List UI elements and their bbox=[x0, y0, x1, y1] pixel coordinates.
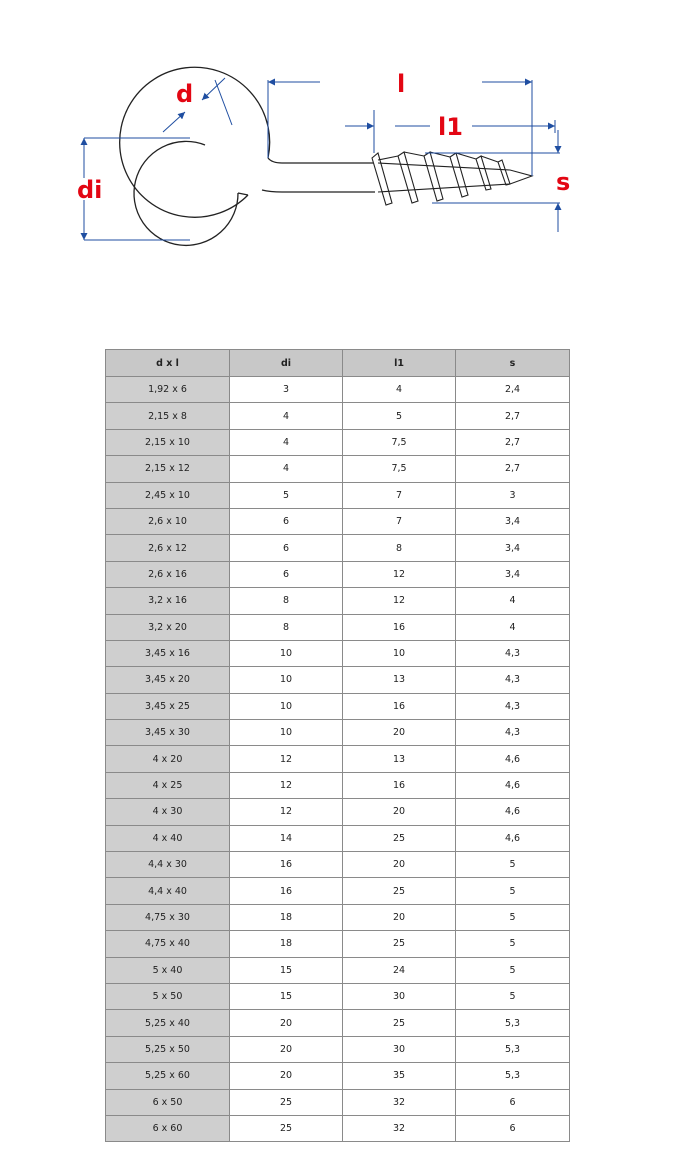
cell-l1: 7 bbox=[343, 508, 456, 534]
cell-di: 14 bbox=[230, 825, 343, 851]
table-row bbox=[106, 561, 570, 587]
cell-l1: 12 bbox=[343, 561, 456, 587]
dimensions-table bbox=[105, 349, 570, 1142]
cell-di: 12 bbox=[230, 772, 343, 798]
cell-size: 2,6 x 10 bbox=[106, 508, 230, 534]
cell-size: 2,15 x 12 bbox=[106, 456, 230, 482]
cell-s: 5 bbox=[456, 904, 570, 930]
table-row bbox=[106, 640, 570, 666]
table-row bbox=[106, 693, 570, 719]
cell-l1: 25 bbox=[343, 1010, 456, 1036]
table-row bbox=[106, 904, 570, 930]
header-s: s bbox=[456, 350, 570, 377]
cell-l1: 13 bbox=[343, 667, 456, 693]
table-row bbox=[106, 825, 570, 851]
label-di: di bbox=[77, 176, 103, 204]
cell-size: 2,15 x 10 bbox=[106, 429, 230, 455]
cell-l1: 13 bbox=[343, 746, 456, 772]
table-header-row bbox=[106, 350, 570, 377]
cell-di: 15 bbox=[230, 983, 343, 1009]
header-d-x-l: d x l bbox=[106, 350, 230, 377]
table-row bbox=[106, 508, 570, 534]
cell-di: 16 bbox=[230, 878, 343, 904]
table-row bbox=[106, 588, 570, 614]
cell-size: 4 x 20 bbox=[106, 746, 230, 772]
cell-l1: 20 bbox=[343, 904, 456, 930]
cell-size: 3,2 x 16 bbox=[106, 588, 230, 614]
cell-size: 5,25 x 40 bbox=[106, 1010, 230, 1036]
cell-size: 2,15 x 8 bbox=[106, 403, 230, 429]
table-row bbox=[106, 1115, 570, 1141]
cell-s: 5 bbox=[456, 878, 570, 904]
table-row bbox=[106, 614, 570, 640]
cell-s: 4,3 bbox=[456, 720, 570, 746]
cell-l1: 20 bbox=[343, 799, 456, 825]
cell-l1: 7 bbox=[343, 482, 456, 508]
cell-di: 8 bbox=[230, 614, 343, 640]
cell-size: 2,6 x 16 bbox=[106, 561, 230, 587]
cell-di: 18 bbox=[230, 931, 343, 957]
table-row bbox=[106, 403, 570, 429]
cell-di: 3 bbox=[230, 377, 343, 403]
cell-di: 6 bbox=[230, 535, 343, 561]
cell-size: 4,75 x 40 bbox=[106, 931, 230, 957]
table-row bbox=[106, 772, 570, 798]
table-row bbox=[106, 456, 570, 482]
cell-di: 6 bbox=[230, 561, 343, 587]
thread bbox=[372, 152, 532, 205]
cell-s: 5 bbox=[456, 983, 570, 1009]
cell-s: 3,4 bbox=[456, 508, 570, 534]
table-row bbox=[106, 931, 570, 957]
cell-size: 2,45 x 10 bbox=[106, 482, 230, 508]
label-l1: l1 bbox=[438, 113, 463, 141]
cell-s: 2,4 bbox=[456, 377, 570, 403]
cell-size: 4,75 x 30 bbox=[106, 904, 230, 930]
cell-l1: 25 bbox=[343, 878, 456, 904]
table-row bbox=[106, 667, 570, 693]
table-row bbox=[106, 429, 570, 455]
cell-size: 3,45 x 20 bbox=[106, 667, 230, 693]
cell-l1: 24 bbox=[343, 957, 456, 983]
cell-size: 6 x 60 bbox=[106, 1115, 230, 1141]
cell-s: 4,6 bbox=[456, 772, 570, 798]
cell-di: 10 bbox=[230, 667, 343, 693]
cell-l1: 25 bbox=[343, 931, 456, 957]
cell-s: 5,3 bbox=[456, 1036, 570, 1062]
cell-l1: 16 bbox=[343, 693, 456, 719]
cell-size: 3,45 x 16 bbox=[106, 640, 230, 666]
cell-s: 3,4 bbox=[456, 561, 570, 587]
cell-di: 20 bbox=[230, 1063, 343, 1089]
table-row bbox=[106, 746, 570, 772]
table-row bbox=[106, 799, 570, 825]
cell-l1: 30 bbox=[343, 1036, 456, 1062]
cell-size: 4 x 25 bbox=[106, 772, 230, 798]
table-row bbox=[106, 1010, 570, 1036]
cell-l1: 32 bbox=[343, 1089, 456, 1115]
cell-s: 6 bbox=[456, 1089, 570, 1115]
cell-s: 4,3 bbox=[456, 693, 570, 719]
header-l1: l1 bbox=[343, 350, 456, 377]
cell-s: 5 bbox=[456, 852, 570, 878]
cell-l1: 5 bbox=[343, 403, 456, 429]
cell-l1: 35 bbox=[343, 1063, 456, 1089]
cell-di: 12 bbox=[230, 746, 343, 772]
cell-s: 5,3 bbox=[456, 1010, 570, 1036]
cell-l1: 4 bbox=[343, 377, 456, 403]
table-row bbox=[106, 957, 570, 983]
cell-di: 12 bbox=[230, 799, 343, 825]
cell-s: 6 bbox=[456, 1115, 570, 1141]
cell-size: 4,4 x 30 bbox=[106, 852, 230, 878]
cell-size: 5 x 40 bbox=[106, 957, 230, 983]
label-d: d bbox=[176, 80, 194, 108]
cell-s: 4,3 bbox=[456, 667, 570, 693]
cell-di: 8 bbox=[230, 588, 343, 614]
cell-l1: 8 bbox=[343, 535, 456, 561]
cell-di: 20 bbox=[230, 1010, 343, 1036]
cell-di: 6 bbox=[230, 508, 343, 534]
cell-di: 18 bbox=[230, 904, 343, 930]
cell-s: 4,3 bbox=[456, 640, 570, 666]
shank bbox=[262, 158, 375, 192]
cell-size: 3,45 x 25 bbox=[106, 693, 230, 719]
cell-s: 4 bbox=[456, 614, 570, 640]
cell-di: 4 bbox=[230, 403, 343, 429]
cell-l1: 32 bbox=[343, 1115, 456, 1141]
cell-size: 3,2 x 20 bbox=[106, 614, 230, 640]
cell-size: 5,25 x 60 bbox=[106, 1063, 230, 1089]
table-row bbox=[106, 1089, 570, 1115]
cell-size: 3,45 x 30 bbox=[106, 720, 230, 746]
cell-size: 6 x 50 bbox=[106, 1089, 230, 1115]
cell-l1: 30 bbox=[343, 983, 456, 1009]
table-row bbox=[106, 1036, 570, 1062]
cell-l1: 20 bbox=[343, 720, 456, 746]
cell-s: 5 bbox=[456, 957, 570, 983]
cell-size: 1,92 x 6 bbox=[106, 377, 230, 403]
cell-di: 10 bbox=[230, 640, 343, 666]
cell-s: 4,6 bbox=[456, 825, 570, 851]
table-row bbox=[106, 377, 570, 403]
screw-eye-technical-drawing bbox=[0, 0, 680, 300]
cell-size: 4,4 x 40 bbox=[106, 878, 230, 904]
cell-di: 25 bbox=[230, 1115, 343, 1141]
cell-l1: 25 bbox=[343, 825, 456, 851]
cell-l1: 16 bbox=[343, 772, 456, 798]
cell-l1: 10 bbox=[343, 640, 456, 666]
cell-s: 5 bbox=[456, 931, 570, 957]
table-row bbox=[106, 1063, 570, 1089]
cell-di: 5 bbox=[230, 482, 343, 508]
cell-di: 16 bbox=[230, 852, 343, 878]
cell-size: 4 x 30 bbox=[106, 799, 230, 825]
cell-l1: 12 bbox=[343, 588, 456, 614]
label-l: l bbox=[397, 70, 406, 98]
cell-s: 3,4 bbox=[456, 535, 570, 561]
cell-s: 2,7 bbox=[456, 403, 570, 429]
cell-l1: 16 bbox=[343, 614, 456, 640]
cell-s: 3 bbox=[456, 482, 570, 508]
table-row bbox=[106, 482, 570, 508]
cell-di: 10 bbox=[230, 693, 343, 719]
cell-s: 4,6 bbox=[456, 746, 570, 772]
table-row bbox=[106, 535, 570, 561]
cell-size: 5 x 50 bbox=[106, 983, 230, 1009]
cell-di: 25 bbox=[230, 1089, 343, 1115]
cell-l1: 7,5 bbox=[343, 429, 456, 455]
cell-s: 5,3 bbox=[456, 1063, 570, 1089]
cell-l1: 20 bbox=[343, 852, 456, 878]
cell-di: 4 bbox=[230, 456, 343, 482]
cell-di: 15 bbox=[230, 957, 343, 983]
cell-s: 4,6 bbox=[456, 799, 570, 825]
cell-size: 4 x 40 bbox=[106, 825, 230, 851]
header-di: di bbox=[230, 350, 343, 377]
table-row bbox=[106, 852, 570, 878]
cell-di: 4 bbox=[230, 429, 343, 455]
table-row bbox=[106, 720, 570, 746]
cell-s: 4 bbox=[456, 588, 570, 614]
cell-di: 20 bbox=[230, 1036, 343, 1062]
table-row bbox=[106, 878, 570, 904]
cell-size: 5,25 x 50 bbox=[106, 1036, 230, 1062]
table-row bbox=[106, 983, 570, 1009]
cell-di: 10 bbox=[230, 720, 343, 746]
label-s: s bbox=[556, 168, 571, 196]
cell-s: 2,7 bbox=[456, 456, 570, 482]
cell-s: 2,7 bbox=[456, 429, 570, 455]
eye-ring bbox=[120, 67, 270, 245]
cell-l1: 7,5 bbox=[343, 456, 456, 482]
cell-size: 2,6 x 12 bbox=[106, 535, 230, 561]
